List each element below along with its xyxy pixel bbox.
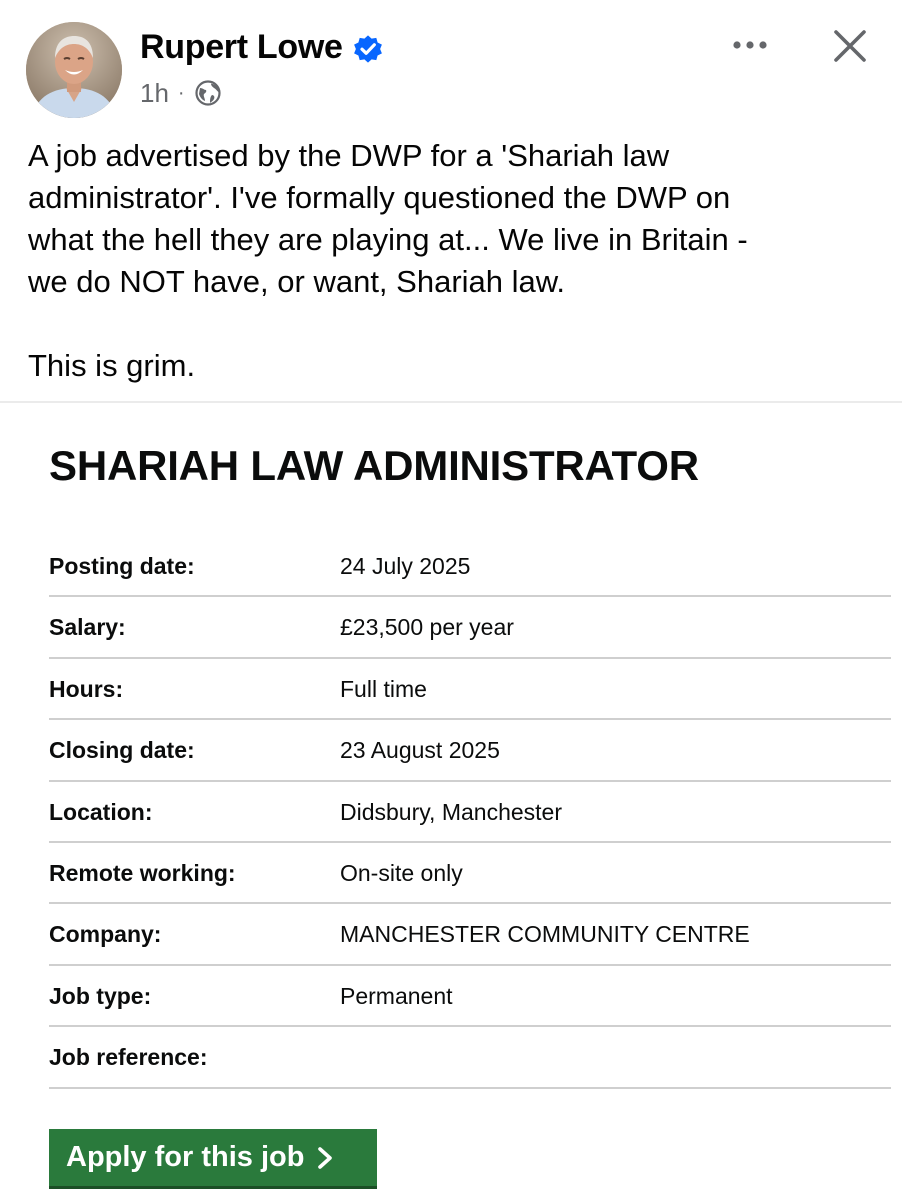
job-value: 23 August 2025 xyxy=(340,737,500,764)
job-value: On-site only xyxy=(340,859,463,886)
job-label: Remote working: xyxy=(49,859,236,886)
job-row-remote-working xyxy=(49,843,891,904)
job-label: Job type: xyxy=(49,982,152,1009)
post-time[interactable]: 1h xyxy=(140,77,169,108)
verified-icon xyxy=(352,33,384,65)
job-row-salary xyxy=(49,597,891,658)
job-label: Company: xyxy=(49,921,162,948)
job-value: Full time xyxy=(340,675,427,702)
job-label: Salary: xyxy=(49,614,126,641)
job-value: Permanent xyxy=(340,982,453,1009)
author-name[interactable]: Rupert Lowe xyxy=(140,28,343,66)
more-icon[interactable] xyxy=(728,30,772,60)
job-row-company xyxy=(49,904,891,965)
job-title: SHARIAH LAW ADMINISTRATOR xyxy=(49,442,699,489)
job-value: MANCHESTER COMMUNITY CENTRE xyxy=(340,921,750,948)
meta-separator: · xyxy=(177,81,185,104)
job-value: 24 July 2025 xyxy=(340,553,471,579)
post-text: A job advertised by the DWP for a 'Shariah law administrator'. I've formally questioned the DWP on what the hell they are playing at... We live in Britain - we do NOT have, or want, Shariah law. This is grim. xyxy=(28,138,748,383)
job-row-job-reference xyxy=(49,1027,891,1088)
apply-button-label: Apply for this job xyxy=(66,1141,305,1173)
job-label: Hours: xyxy=(49,675,124,702)
job-row-posting-date xyxy=(49,536,891,597)
job-row-job-type xyxy=(49,966,891,1027)
job-row-location xyxy=(49,782,891,843)
close-icon[interactable] xyxy=(830,26,870,66)
post-meta xyxy=(140,76,222,110)
avatar[interactable] xyxy=(26,22,122,118)
job-row-closing-date xyxy=(49,720,891,781)
globe-icon xyxy=(194,79,222,107)
job-value: Didsbury, Manchester xyxy=(340,798,562,825)
job-label: Closing date: xyxy=(49,737,195,764)
job-label: Posting date: xyxy=(49,553,195,579)
job-value: £23,500 per year xyxy=(340,614,514,641)
avatar-image xyxy=(26,22,122,118)
post-header xyxy=(0,0,902,120)
job-label: Location: xyxy=(49,798,153,825)
apply-button[interactable] xyxy=(49,1129,377,1189)
job-details-table xyxy=(49,536,891,1089)
job-label: Job reference: xyxy=(49,1044,208,1071)
chevron-right-icon xyxy=(316,1146,334,1170)
job-row-hours xyxy=(49,659,891,720)
